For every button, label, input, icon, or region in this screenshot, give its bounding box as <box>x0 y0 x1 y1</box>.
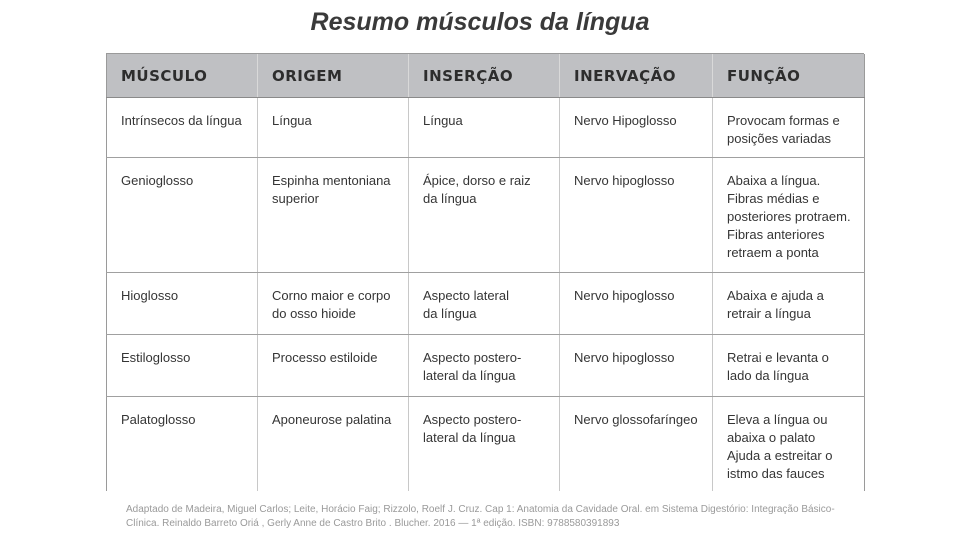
cell-origem: Língua <box>258 98 409 158</box>
cell-insercao: Aspecto postero- lateral da língua <box>409 397 560 492</box>
cell-musculo: Hioglosso <box>107 273 258 335</box>
cell-inervacao: Nervo hipoglosso <box>560 335 713 397</box>
header-inervacao: INERVAÇÃO <box>560 54 713 98</box>
cell-origem: Aponeurose palatina <box>258 397 409 492</box>
cell-inervacao: Nervo hipoglosso <box>560 158 713 273</box>
table-row <box>107 98 865 158</box>
table-row <box>107 273 865 335</box>
slide-title: Resumo músculos da língua <box>310 8 650 36</box>
source-citation: Adaptado de Madeira, Miguel Carlos; Leite, Horácio Faig; Rizzolo, Roelf J. Cruz. Cap 1: Anatomia da Cavidade Oral. em Sistema Digestório: Integração Básico-Clínica. Reinaldo Barreto Oriá , Gerly Anne de Castro Brito . Blucher. 2016 — 1ª edição. ISBN: 9788580391893 <box>126 504 835 529</box>
table-row <box>107 335 865 397</box>
cell-inervacao: Nervo hipoglosso <box>560 273 713 335</box>
cell-origem: Corno maior e corpo do osso hioide <box>258 273 409 335</box>
cell-origem: Espinha mentoniana superior <box>258 158 409 273</box>
header-insercao: INSERÇÃO <box>409 54 560 98</box>
cell-funcao: Eleva a língua ou abaixa o palato Ajuda a estreitar o istmo das fauces <box>713 397 865 492</box>
table-header-row <box>107 54 865 98</box>
cell-musculo: Intrínsecos da língua <box>107 98 258 158</box>
cell-musculo: Palatoglosso <box>107 397 258 492</box>
cell-musculo: Estiloglosso <box>107 335 258 397</box>
cell-insercao: Língua <box>409 98 560 158</box>
header-funcao: FUNÇÃO <box>713 54 865 98</box>
table-row <box>107 397 865 492</box>
cell-insercao: Aspecto postero- lateral da língua <box>409 335 560 397</box>
cell-funcao: Abaixa a língua. Fibras médias e posteriores protraem. Fibras anteriores retraem a ponta <box>713 158 865 273</box>
cell-musculo: Genioglosso <box>107 158 258 273</box>
muscle-summary-table-container <box>106 53 864 496</box>
cell-inervacao: Nervo Hipoglosso <box>560 98 713 158</box>
cell-funcao: Provocam formas e posições variadas <box>713 98 865 158</box>
muscle-summary-table <box>106 54 865 491</box>
cell-origem: Processo estiloide <box>258 335 409 397</box>
cell-insercao: Aspecto lateral da língua <box>409 273 560 335</box>
header-origem: ORIGEM <box>258 54 409 98</box>
cell-inervacao: Nervo glossofaríngeo <box>560 397 713 492</box>
cell-funcao: Retrai e levanta o lado da língua <box>713 335 865 397</box>
cell-funcao: Abaixa e ajuda a retrair a língua <box>713 273 865 335</box>
cell-insercao: Ápice, dorso e raiz da língua <box>409 158 560 273</box>
table-row <box>107 158 865 273</box>
header-musculo: MÚSCULO <box>107 54 258 98</box>
